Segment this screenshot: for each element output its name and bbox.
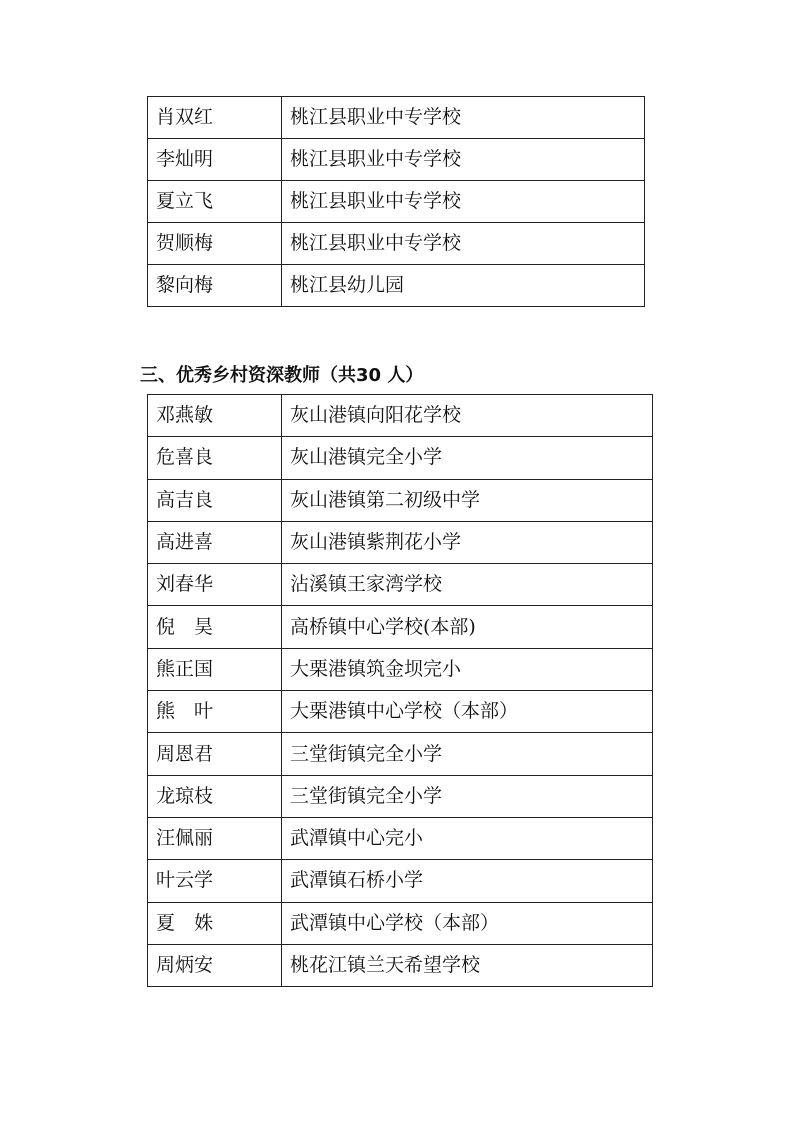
teacher-name-cell: 李灿明 (148, 139, 282, 181)
section-heading: 三、优秀乡村资深教师（共30 人） (140, 365, 424, 386)
teacher-name-cell: 肖双红 (148, 97, 282, 139)
teacher-name-cell: 邓燕敏 (148, 395, 282, 437)
teacher-name-cell: 熊 叶 (148, 691, 282, 733)
table-row (148, 648, 653, 690)
teacher-name-cell: 刘春华 (148, 564, 282, 606)
teacher-name-cell: 周恩君 (148, 733, 282, 775)
table-row (148, 181, 645, 223)
teacher-name-cell: 危喜良 (148, 437, 282, 479)
teacher-name-cell: 叶云学 (148, 860, 282, 902)
school-cell: 沾溪镇王家湾学校 (282, 564, 653, 606)
school-cell: 武潭镇石桥小学 (282, 860, 653, 902)
table-row (148, 521, 653, 563)
school-cell: 桃江县职业中专学校 (282, 139, 645, 181)
table-row (148, 395, 653, 437)
school-cell: 大栗港镇筑金坝完小 (282, 648, 653, 690)
school-cell: 桃江县职业中专学校 (282, 223, 645, 265)
teacher-name-cell: 龙琼枝 (148, 775, 282, 817)
teacher-name-cell: 贺顺梅 (148, 223, 282, 265)
school-cell: 桃江县职业中专学校 (282, 181, 645, 223)
table-row (148, 139, 645, 181)
school-cell: 高桥镇中心学校(本部) (282, 606, 653, 648)
table-row (148, 817, 653, 859)
teacher-name-cell: 熊正国 (148, 648, 282, 690)
table-row (148, 860, 653, 902)
school-cell: 桃花江镇兰天希望学校 (282, 944, 653, 986)
teacher-table-continued (147, 96, 645, 307)
table-row (148, 606, 653, 648)
rural-senior-teacher-table (147, 394, 653, 987)
school-cell: 武潭镇中心完小 (282, 817, 653, 859)
table-row (148, 775, 653, 817)
table-row (148, 223, 645, 265)
teacher-name-cell: 倪 昊 (148, 606, 282, 648)
school-cell: 灰山港镇紫荆花小学 (282, 521, 653, 563)
school-cell: 灰山港镇完全小学 (282, 437, 653, 479)
table-row (148, 564, 653, 606)
school-cell: 三堂街镇完全小学 (282, 775, 653, 817)
school-cell: 三堂街镇完全小学 (282, 733, 653, 775)
school-cell: 灰山港镇向阳花学校 (282, 395, 653, 437)
table-row (148, 265, 645, 307)
table-row (148, 97, 645, 139)
school-cell: 桃江县幼儿园 (282, 265, 645, 307)
teacher-name-cell: 夏 姝 (148, 902, 282, 944)
school-cell: 灰山港镇第二初级中学 (282, 479, 653, 521)
table-row (148, 944, 653, 986)
table-row (148, 479, 653, 521)
school-cell: 桃江县职业中专学校 (282, 97, 645, 139)
teacher-name-cell: 高吉良 (148, 479, 282, 521)
school-cell: 大栗港镇中心学校（本部） (282, 691, 653, 733)
teacher-name-cell: 高进喜 (148, 521, 282, 563)
table-row (148, 902, 653, 944)
teacher-name-cell: 黎向梅 (148, 265, 282, 307)
teacher-name-cell: 夏立飞 (148, 181, 282, 223)
school-cell: 武潭镇中心学校（本部） (282, 902, 653, 944)
table-row (148, 733, 653, 775)
table-row (148, 691, 653, 733)
table-row (148, 437, 653, 479)
teacher-name-cell: 周炳安 (148, 944, 282, 986)
teacher-name-cell: 汪佩丽 (148, 817, 282, 859)
